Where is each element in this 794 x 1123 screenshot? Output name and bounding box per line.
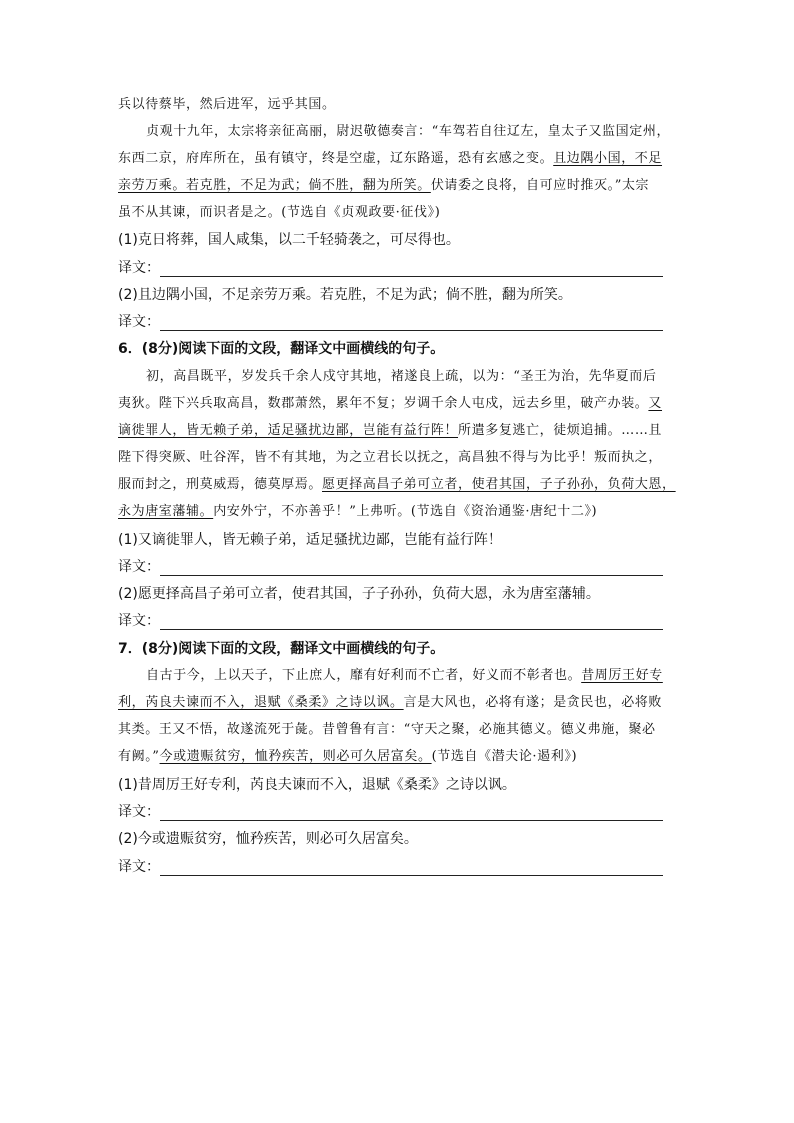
answer-label: 译文： <box>118 260 160 276</box>
passage-6-line-2: 夷狄。陛下兴兵取高昌，数郡萧然，累年不复；岁调千余人屯戍，远去乡里，破产办装。又 <box>118 396 663 411</box>
answer-7-1[interactable] <box>118 803 663 823</box>
passage-7-line-2: 利，芮良夫谏而不入，退赋《桑柔》之诗以讽。言是大风也，必将有遂；是贪民也，必将败 <box>118 695 663 710</box>
answer-6-2[interactable] <box>118 612 663 632</box>
passage-5-line-2: 东西二京，府库所在，虽有镇守，终是空虚，辽东路遥，恐有玄感之变。且边隅小国，不足 <box>118 151 663 166</box>
answer-label: 译文： <box>118 314 160 330</box>
passage-6-line-3: 谪徙罪人，皆无赖子弟，适足骚扰边鄙，岂能有益行阵！所遣多复逃亡，徒烦追捕。……且 <box>118 423 663 438</box>
question-6-2: (2)愿更择高昌子弟可立者，使君其国，子子孙孙，负荷大恩，永为唐室藩辅。 <box>118 586 600 602</box>
question-6-1: (1)又谪徙罪人，皆无赖子弟，适足骚扰边鄙，岂能有益行阵！ <box>118 532 502 548</box>
passage-5-line-0: 兵以待蔡毕，然后进军，远乎其国。 <box>118 97 336 112</box>
passage-5-line-1: 贞观十九年，太宗将亲征高丽，尉迟敬德奏言：“车驾若自往辽左，皇太子又监国定州， <box>146 124 671 139</box>
answer-label: 译文： <box>118 804 160 820</box>
answer-label: 译文： <box>118 859 160 875</box>
underlined-sentence: 愿更择高昌子弟可立者，使君其国，子子孙孙，负荷大恩， <box>322 477 676 492</box>
answer-blank-line[interactable] <box>160 575 663 576</box>
answer-label: 译文： <box>118 613 160 629</box>
question-7-1: (1)昔周厉王好专利，芮良夫谏而不入，退赋《桑柔》之诗以讽。 <box>118 777 516 793</box>
passage-7-line-3: 其类。王又不悟，故遂流死于彘。昔曾鲁有言：“守天之聚，必施其德义。德义弗施，聚必 <box>118 722 656 737</box>
underlined-sentence: 今或遗赈贫穷，恤矜疾苦，则必可久居富矣。 <box>159 749 432 764</box>
passage-6-line-4: 陛下得突厥、吐谷浑，皆不有其地，为之立君长以抚之，高昌独不得与为比乎！叛而执之， <box>118 450 663 465</box>
answer-blank-line[interactable] <box>160 330 663 331</box>
question-5-2: (2)且边隅小国，不足亲劳万乘。若克胜，不足为武；倘不胜，翻为所笑。 <box>118 287 572 303</box>
underlined-sentence: 昔周厉王好专 <box>581 668 663 683</box>
question-6-heading: 6．(8分)阅读下面的文段，翻译文中画横线的句子。 <box>118 341 445 357</box>
underlined-sentence: 永为唐室藩辅。 <box>118 504 214 519</box>
underlined-sentence: 亲劳万乘。若克胜，不足为武；倘不胜，翻为所笑。 <box>118 178 431 193</box>
underlined-sentence: 谪徙罪人，皆无赖子弟，适足骚扰边鄙，岂能有益行阵！ <box>118 423 459 438</box>
answer-blank-line[interactable] <box>160 875 663 876</box>
answer-blank-line[interactable] <box>160 820 663 821</box>
passage-5-line-4: 虽不从其谏，而识者是之。(节选自《贞观政要·征伐》) <box>118 205 441 220</box>
answer-5-2[interactable] <box>118 313 663 333</box>
passage-7-line-1: 自古于今，上以天子，下止庶人，靡有好利而不亡者，好义而不彰者也。昔周厉王好专 <box>146 668 663 683</box>
passage-6-line-6: 永为唐室藩辅。内安外宁，不亦善乎！”上弗听。(节选自《资治通鉴·唐纪十二》) <box>118 504 598 519</box>
answer-5-1[interactable] <box>118 259 663 279</box>
answer-7-2[interactable] <box>118 858 663 878</box>
passage-5-line-3: 亲劳万乘。若克胜，不足为武；倘不胜，翻为所笑。伏请委之良将，自可应时推灭。”太宗 <box>118 178 650 193</box>
question-7-heading: 7．(8分)阅读下面的文段，翻译文中画横线的句子。 <box>118 641 445 657</box>
answer-label: 译文： <box>118 559 160 575</box>
question-7-2: (2)今或遗赈贫穷，恤矜疾苦，则必可久居富矣。 <box>118 831 418 847</box>
answer-6-1[interactable] <box>118 558 663 578</box>
passage-7-line-4: 有阙。”今或遗赈贫穷，恤矜疾苦，则必可久居富矣。(节选自《潜夫论·遏利》) <box>118 749 578 764</box>
answer-blank-line[interactable] <box>160 276 663 277</box>
passage-6-line-5: 服而封之，刑莫威焉，德莫厚焉。愿更择高昌子弟可立者，使君其国，子子孙孙，负荷大恩， <box>118 477 676 492</box>
passage-6-line-1: 初，高昌既平，岁发兵千余人戍守其地，褚遂良上疏，以为：“圣王为治，先华夏而后 <box>146 369 657 384</box>
underlined-sentence: 利，芮良夫谏而不入，退赋《桑柔》之诗以讽。 <box>118 695 404 710</box>
underlined-sentence: 且边隅小国，不足 <box>553 151 663 166</box>
question-5-1: (1)克日将葬，国人咸集，以二千轻骑袭之，可尽得也。 <box>118 232 460 248</box>
answer-blank-line[interactable] <box>160 629 663 630</box>
underlined-sentence: 又 <box>648 396 663 411</box>
